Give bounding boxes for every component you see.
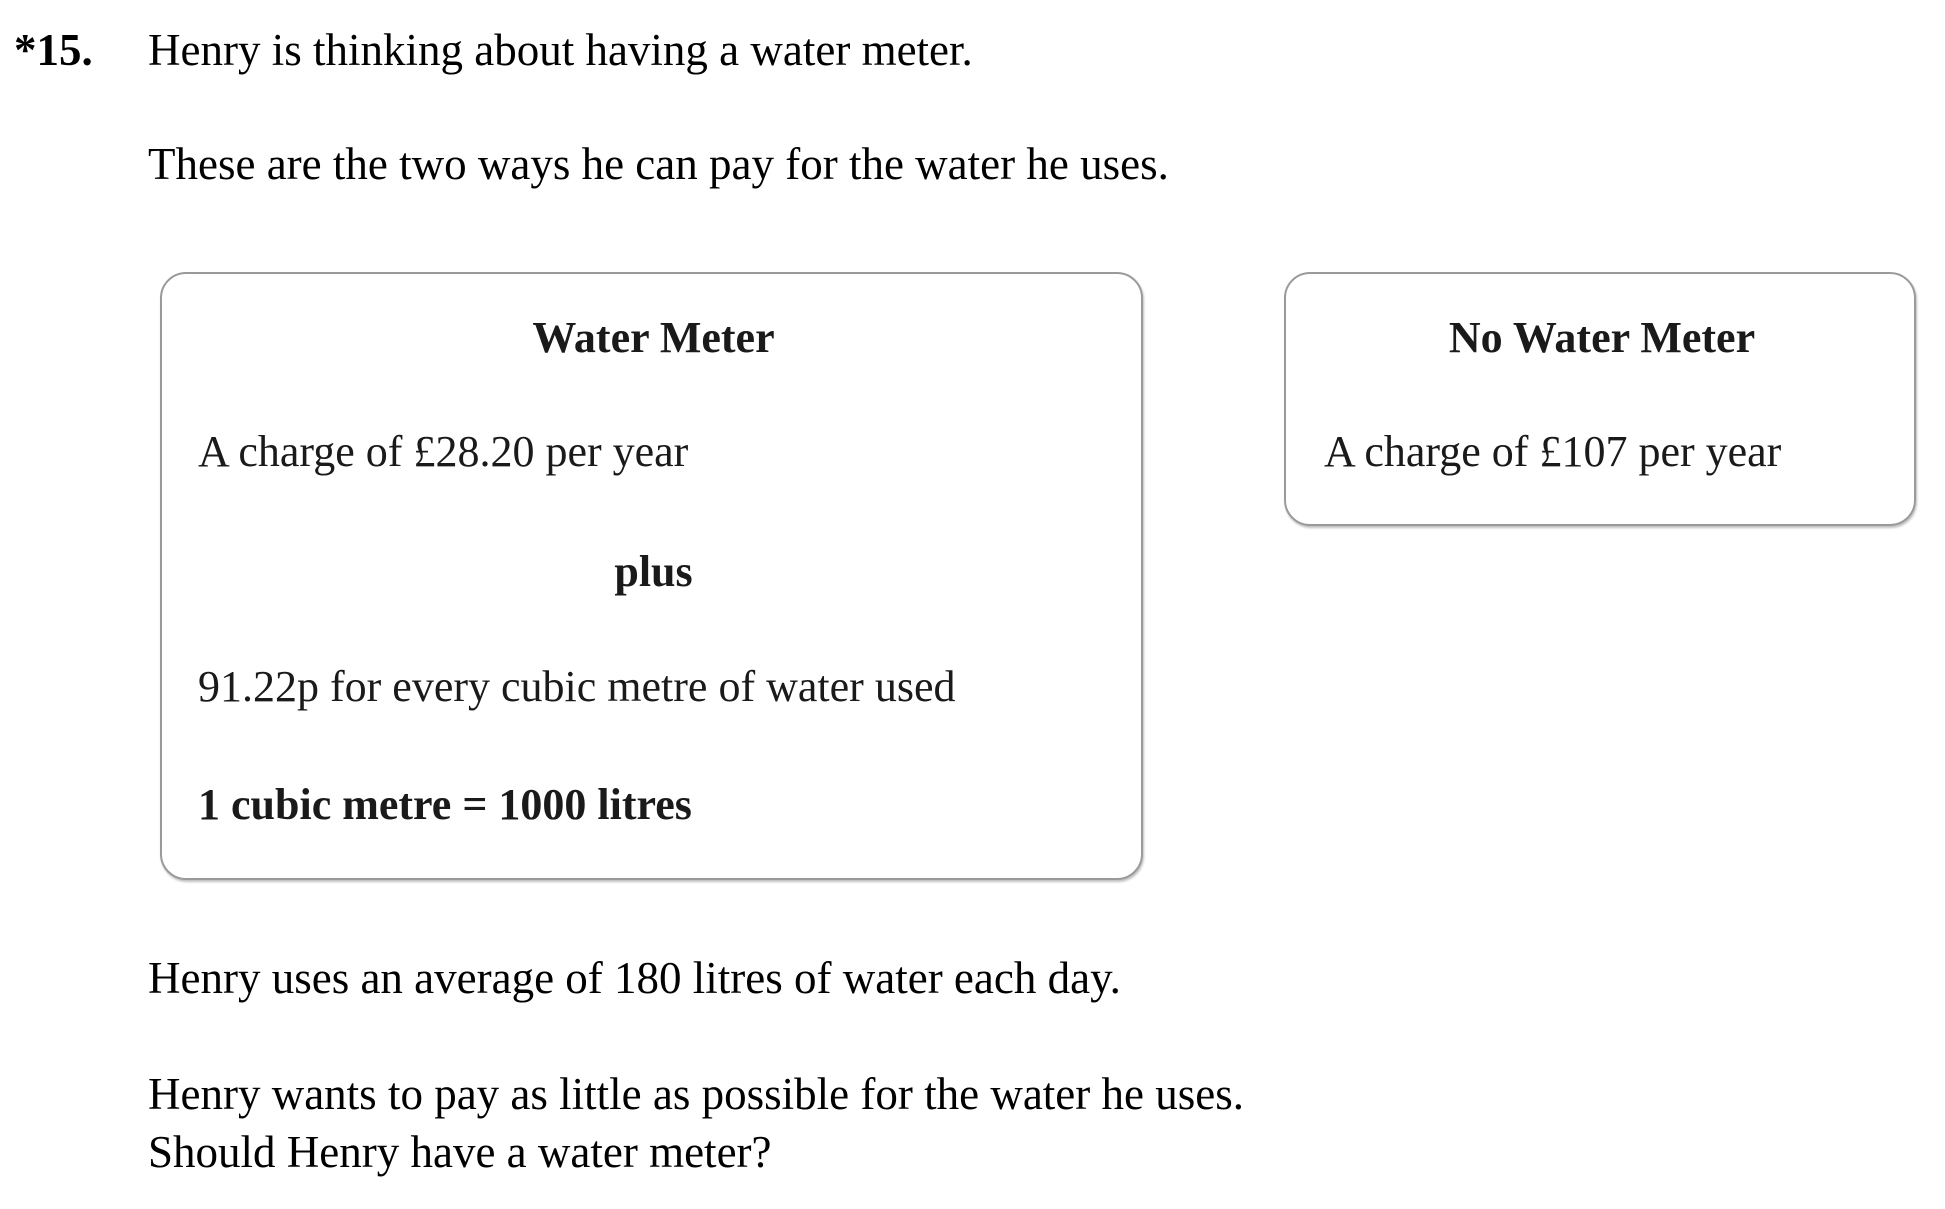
- usage-text: Henry uses an average of 180 litres of water each day.: [148, 953, 1121, 1003]
- question-intro: Henry is thinking about having a water meter.: [148, 25, 973, 75]
- no-water-meter-title: No Water Meter: [1448, 313, 1756, 362]
- goal-text: Henry wants to pay as little as possible for the water he uses.: [148, 1069, 1244, 1119]
- question-number: *15.: [14, 25, 93, 75]
- question-ask: Should Henry have a water meter?: [148, 1127, 772, 1177]
- conversion-note: 1 cubic metre = 1000 litres: [198, 780, 692, 829]
- no-water-meter-box: [1284, 272, 1916, 526]
- water-meter-unit-charge: 91.22p for every cubic metre of water used: [198, 662, 956, 711]
- payment-ways-text: These are the two ways he can pay for the water he uses.: [148, 139, 1169, 189]
- water-meter-box: [160, 272, 1143, 880]
- water-meter-title: Water Meter: [532, 313, 775, 362]
- plus-label: plus: [614, 547, 693, 596]
- water-meter-standing-charge: A charge of £28.20 per year: [198, 427, 689, 476]
- no-water-meter-charge: A charge of £107 per year: [1324, 427, 1782, 476]
